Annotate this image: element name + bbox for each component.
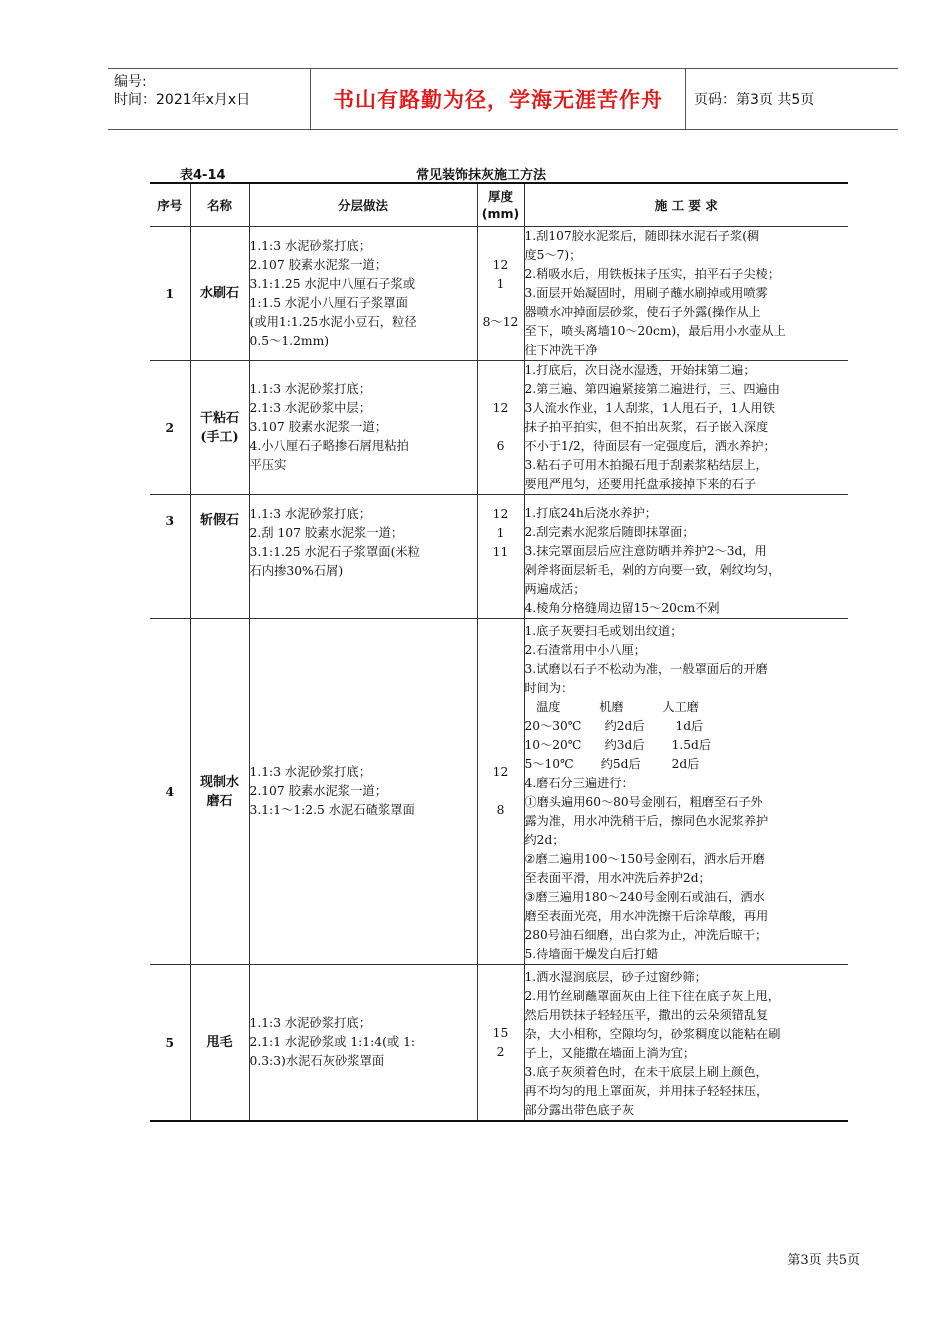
row-requirements: 1.底子灰要扫毛或划出纹道； 2.石渣常用中小八厘； 3.试磨以石子不松动为准，一般罩面后的开磨 时间为： 温度 机磨 人工磨 20～30℃ 约2d后 1d后 10～20℃ 约3d后 1.5d后 5～10℃ 约5d后 2d后 4.磨石分三遍进行： ①磨头遍用60～80号金刚石，粗磨至石子外 露为准，用水冲洗稍干后，擦同色水泥浆养护 约2d； ②磨二遍用100～150号金刚石，洒水后开磨 至表面平滑，用水冲洗后养护2d； ③磨三遍用180～240号金刚石或油石，洒水 磨至表面光亮，用水冲洗擦干后涂草酸，再用 280号油石细磨，出白浆为止，冲洗后晾干； 5.待墙面干燥发白后打蜡 bbox=[524, 619, 848, 965]
column-header-requirements: 施 工 要 求 bbox=[524, 183, 848, 227]
row-layers: 1.1:3 水泥砂浆打底； 2.刮 107 胶素水泥浆一道； 3.1:1.25 水泥石子浆罩面(米粒 石内掺30%石屑) bbox=[249, 495, 477, 619]
row-name: 甩毛 bbox=[190, 965, 249, 1122]
table-row bbox=[150, 965, 848, 1122]
row-requirements: 1.打底24h后浇水养护； 2.刮完素水泥浆后随即抹罩面； 3.抹完罩面层后应注意防晒并养护2～3d，用 剁斧将面层斩毛，剁的方向要一致，剁纹均匀， 两遍成活； 4.棱角分格缝周边留15～20cm不剁 bbox=[524, 495, 848, 619]
row-requirements: 1.洒水湿润底层，砂子过窗纱筛； 2.用竹丝刷蘸罩面灰由上往下往在底子灰上甩， 然后用铁抹子轻轻压平，撒出的云朵须错乱复 杂，大小相称，空隙均匀，砂浆稠度以能粘在刷 子上，又能撒在墙面上淌为宜； 3.底子灰须着色时，在未干底层上刷上颜色， 再不均匀的甩上罩面灰，并用抹子轻轻抹压， 部分露出带色底子灰 bbox=[524, 965, 848, 1122]
header-page-label: 页码：第3页 共5页 bbox=[694, 92, 815, 108]
row-layers: 1.1:3 水泥砂浆打底； 2.107 胶素水泥浆一道； 3.1:1～1:2.5 水泥石碴浆罩面 bbox=[249, 619, 477, 965]
row-seq: 4 bbox=[150, 619, 190, 965]
header-motto: 书山有路勤为径，学海无涯苦作舟 bbox=[310, 69, 686, 129]
row-requirements: 1.打底后，次日浇水湿透，开始抹第二遍； 2.第三遍、第四遍紧接第二遍进行，三、四遍由 3人流水作业，1人刮浆，1人甩石子，1人用铁 抹子拍平拍实，但不拍出灰浆，石子嵌入深度 不小于1/2，待面层有一定强度后，洒水养护； 3.粘石子可用木拍撮石甩于刮素浆粘结层上， 要甩严甩匀，还要用托盘承接掉下来的石子 bbox=[524, 361, 848, 495]
row-name: 现制水 磨石 bbox=[190, 619, 249, 965]
row-seq: 2 bbox=[150, 361, 190, 495]
table-title: 常见装饰抹灰施工方法 bbox=[416, 168, 547, 183]
row-name: 水刷石 bbox=[190, 227, 249, 361]
row-requirements: 1.刮107胶水泥浆后，随即抹水泥石子浆(稠 度5～7)； 2.稍吸水后，用铁板抹子压实，拍平石子尖棱； 3.面层开始凝固时，用刷子蘸水刷掉或用喷雾 器喷水冲掉面层砂浆，使石子外露(操作从上 至下，喷头离墙10～20cm)，最后用小水壶从上 往下冲洗干净 bbox=[524, 227, 848, 361]
table-header-row bbox=[150, 183, 848, 227]
column-header-seq: 序号 bbox=[150, 183, 190, 227]
footer-page-label: 第3页 共5页 bbox=[787, 1253, 860, 1268]
row-name: 斩假石 bbox=[190, 495, 249, 619]
table-number: 表4-14 bbox=[180, 168, 226, 183]
thickness-header-label: 厚度 bbox=[487, 189, 513, 204]
row-thickness: 12 1 8～12 bbox=[477, 227, 524, 361]
row-name: 干粘石 (手工) bbox=[190, 361, 249, 495]
column-header-layers: 分层做法 bbox=[249, 183, 477, 227]
row-thickness: 12 6 bbox=[477, 361, 524, 495]
table-row bbox=[150, 227, 848, 361]
document-date-label: 时间：2021年x月x日 bbox=[114, 92, 251, 108]
thickness-header-unit: (mm) bbox=[481, 206, 520, 221]
column-header-thickness bbox=[477, 183, 524, 227]
header-info bbox=[108, 69, 310, 129]
row-thickness: 12 1 11 bbox=[477, 495, 524, 619]
document-number-label: 编号: bbox=[114, 74, 147, 90]
table-row bbox=[150, 619, 848, 965]
row-seq: 3 bbox=[150, 495, 190, 619]
row-thickness: 12 8 bbox=[477, 619, 524, 965]
table-body bbox=[150, 227, 848, 1122]
row-seq: 5 bbox=[150, 965, 190, 1122]
page-header bbox=[108, 68, 898, 130]
table-row bbox=[150, 495, 848, 619]
row-layers: 1.1:3 水泥砂浆打底； 2.1:3 水泥砂浆中层； 3.107 胶素水泥浆一道； 4.小八厘石子略掺石屑甩粘拍 平压实 bbox=[249, 361, 477, 495]
table-caption bbox=[148, 162, 848, 184]
row-thickness: 15 2 bbox=[477, 965, 524, 1122]
row-layers: 1.1:3 水泥砂浆打底； 2.1:1 水泥砂浆或 1:1:4(或 1: 0.3:3)水泥石灰砂浆罩面 bbox=[249, 965, 477, 1122]
table-row bbox=[150, 361, 848, 495]
row-layers: 1.1:3 水泥砂浆打底； 2.107 胶素水泥浆一道； 3.1:1.25 水泥中八厘石子浆或 1:1.5 水泥小八厘石子浆罩面 (或用1:1.25水泥小豆石，粒径 0.5～1.2mm) bbox=[249, 227, 477, 361]
column-header-name: 名称 bbox=[190, 183, 249, 227]
plaster-methods-table bbox=[150, 182, 848, 1122]
row-seq: 1 bbox=[150, 227, 190, 361]
